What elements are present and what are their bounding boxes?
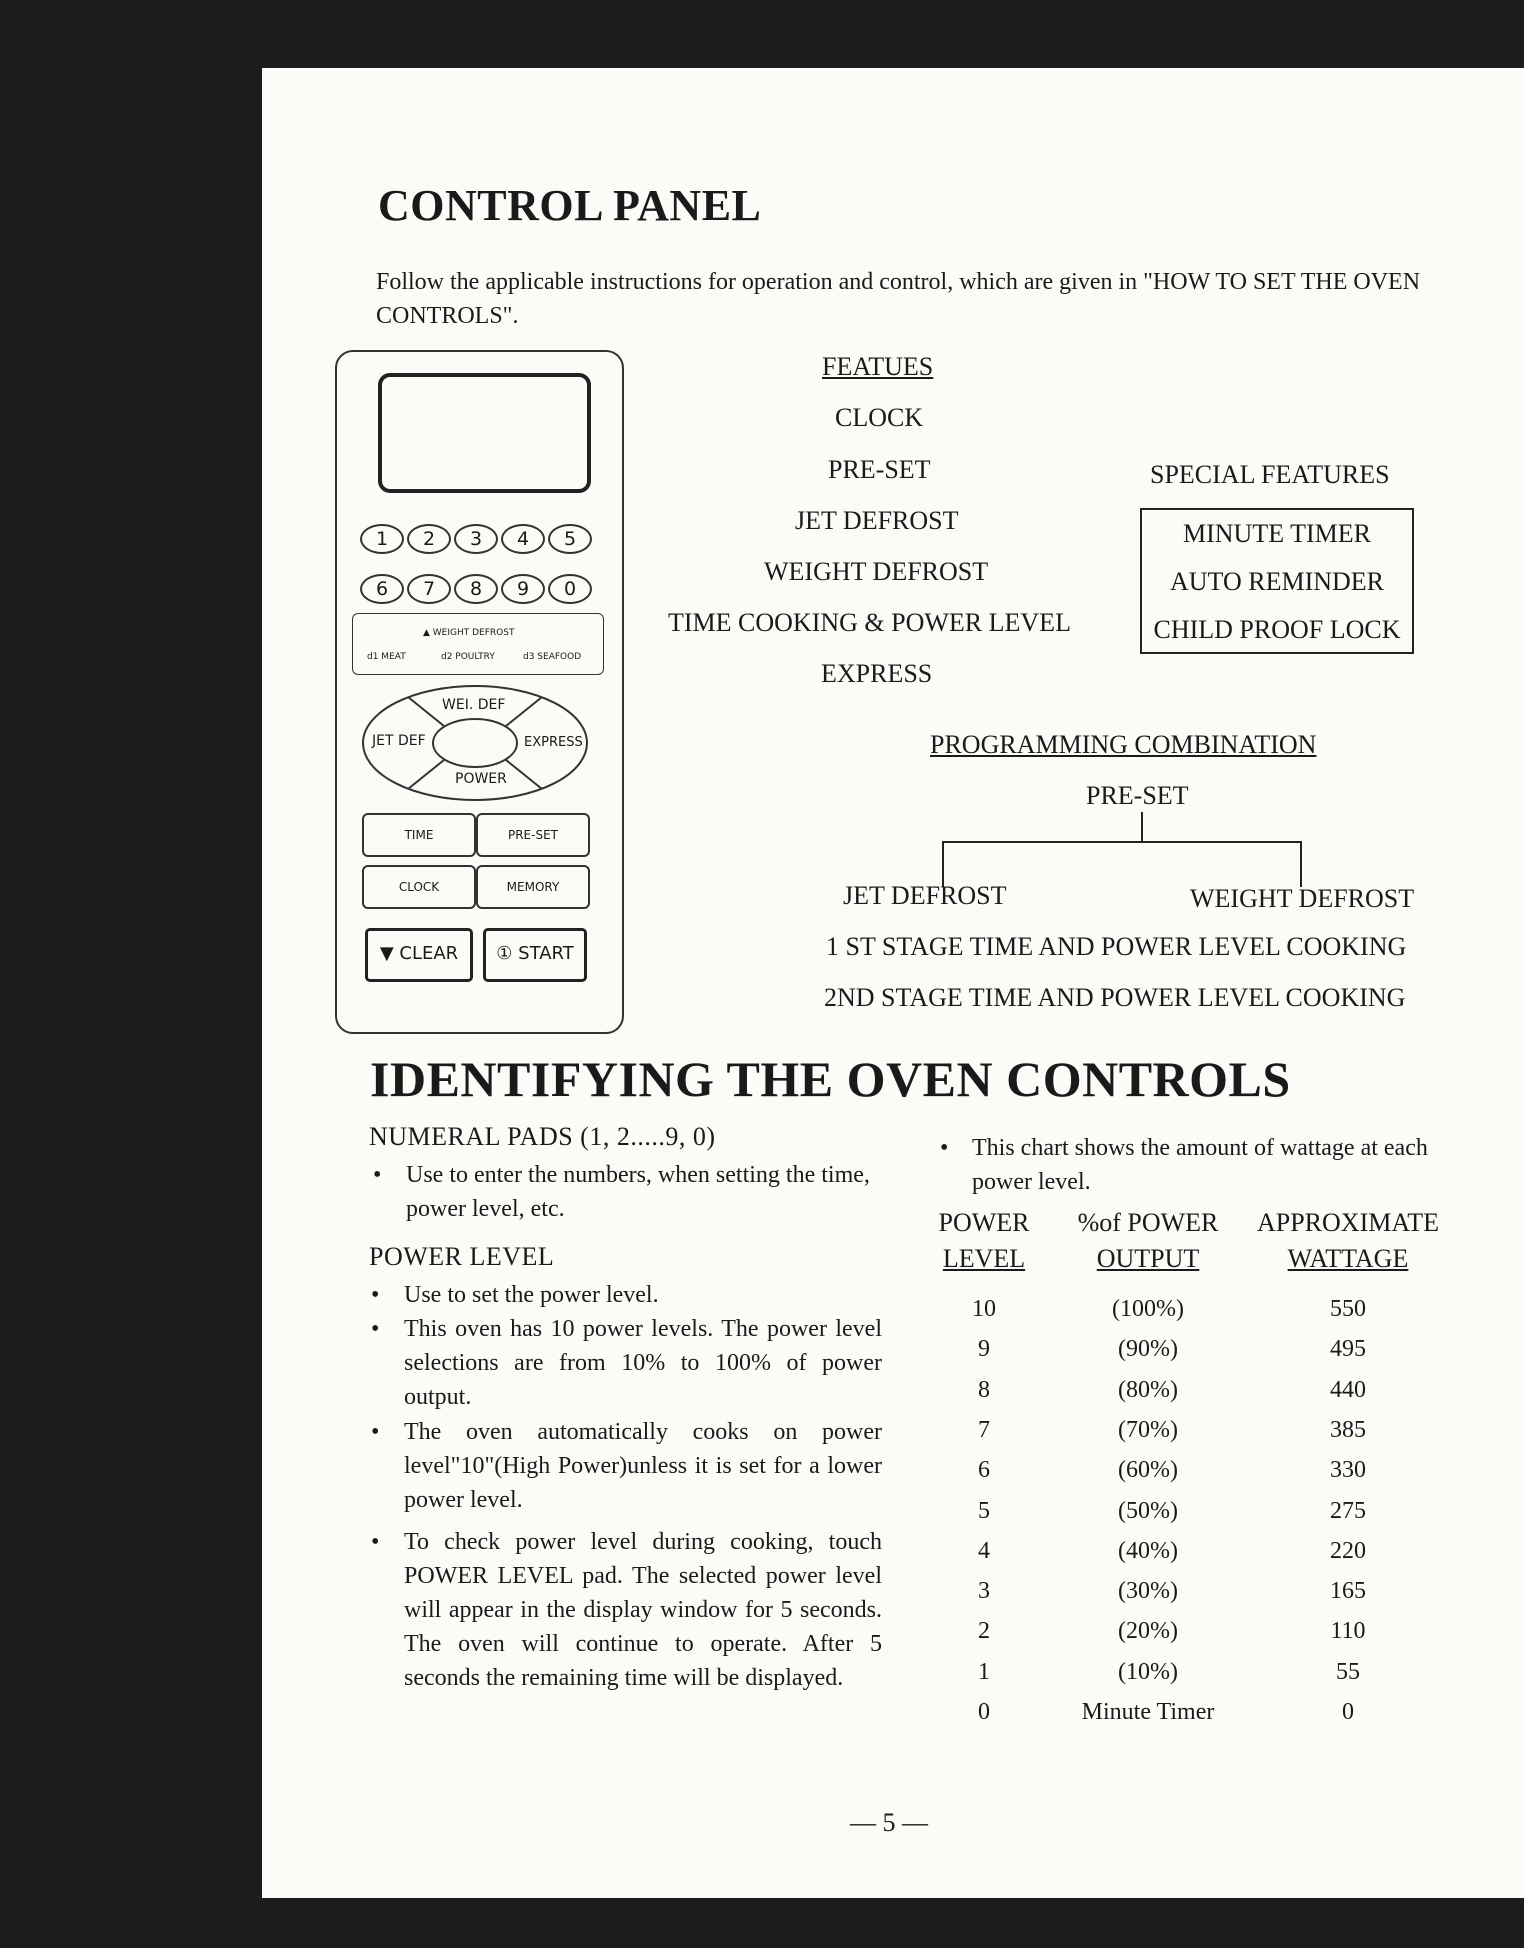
table-header-cell: %of POWER: [1077, 1208, 1219, 1237]
weight-defrost-panel: [352, 613, 604, 675]
power-bullet-1-text: Use to set the power level.: [404, 1282, 659, 1308]
start-icon: ①: [496, 943, 513, 964]
chart-note: [940, 1131, 1452, 1199]
start-button[interactable]: [483, 928, 587, 982]
programming-title: PROGRAMMING COMBINATION: [930, 730, 1317, 759]
numeral-pad-2[interactable]: 2: [407, 524, 451, 554]
control-panel-title: CONTROL PANEL: [378, 181, 762, 230]
numeral-pad-4[interactable]: 4: [501, 524, 545, 554]
weight-defrost-label: ▲ WEIGHT DEFROST: [423, 628, 515, 638]
feature-time-cooking: TIME COOKING & POWER LEVEL: [668, 608, 1071, 637]
programming-stage-2: 2ND STAGE TIME AND POWER LEVEL COOKING: [824, 983, 1406, 1012]
special-child-proof-lock: CHILD PROOF LOCK: [1153, 615, 1401, 644]
bullet: •: [940, 1135, 949, 1161]
power-bullet-1: [371, 1278, 882, 1312]
programming-stage-1: 1 ST STAGE TIME AND POWER LEVEL COOKING: [826, 932, 1407, 961]
numeral-pad-6[interactable]: 6: [360, 574, 404, 604]
table-header-cell: WATTAGE: [1287, 1244, 1409, 1273]
special-auto-reminder: AUTO REMINDER: [1169, 567, 1385, 596]
time-pad[interactable]: TIME: [362, 813, 476, 857]
bullet: •: [371, 1529, 380, 1555]
table-cell: 3: [978, 1578, 990, 1605]
table-cell: 165: [1330, 1578, 1366, 1605]
feature-express: EXPRESS: [821, 659, 933, 688]
page-number: — 5 —: [850, 1808, 928, 1837]
table-cell: 2: [978, 1618, 990, 1645]
table-cell: 110: [1330, 1618, 1366, 1645]
power-bullet-3: [371, 1415, 882, 1517]
bullet: •: [373, 1162, 382, 1188]
table-header-cell: OUTPUT: [1096, 1244, 1200, 1273]
wei-def-pad[interactable]: WEI. DEF: [442, 697, 506, 713]
numeral-pad-1[interactable]: 1: [360, 524, 404, 554]
feature-jet-defrost: JET DEFROST: [795, 506, 959, 535]
table-cell: 4: [978, 1537, 990, 1564]
table-cell: 440: [1330, 1376, 1366, 1403]
feature-weight-defrost: WEIGHT DEFROST: [764, 557, 989, 586]
wd-option-seafood: d3 SEAFOOD: [523, 652, 582, 662]
table-cell: (70%): [1118, 1416, 1178, 1443]
special-features-box: [1140, 508, 1414, 654]
express-pad[interactable]: EXPRESS: [524, 735, 583, 750]
power-bullet-2: [371, 1312, 882, 1414]
table-header-cell: POWER: [938, 1208, 1030, 1237]
feature-preset: PRE-SET: [828, 455, 931, 484]
table-cell: 330: [1330, 1457, 1366, 1484]
numeral-pad-9[interactable]: 9: [501, 574, 545, 604]
numeral-pad-0[interactable]: 0: [548, 574, 592, 604]
programming-root: PRE-SET: [1086, 781, 1189, 810]
bullet: •: [371, 1316, 380, 1342]
intro-text: Follow the applicable instructions for operation and control, which are given in "HOW TO SET THE OVEN CONTROLS".: [376, 269, 1421, 329]
table-cell: 220: [1330, 1537, 1366, 1564]
numeral-pad-7[interactable]: 7: [407, 574, 451, 604]
programming-left: JET DEFROST: [843, 881, 1007, 910]
table-cell: 8: [978, 1376, 990, 1403]
tree-line: [1300, 841, 1302, 887]
table-cell: (30%): [1118, 1578, 1178, 1605]
display-window: [378, 373, 591, 493]
table-cell: 9: [978, 1336, 990, 1363]
table-cell: 0: [978, 1699, 990, 1725]
memory-pad[interactable]: MEMORY: [476, 865, 590, 909]
power-bullet-3-text: The oven automatically cooks on power level"10"(High Power)unless it is set for a lower power level.: [404, 1419, 882, 1513]
table-cell: 385: [1330, 1416, 1366, 1443]
table-header-cell: APPROXIMATE: [1256, 1208, 1440, 1237]
numeral-bullet: [373, 1158, 886, 1226]
numeral-bullet-text: Use to enter the numbers, when setting the time, power level, etc.: [406, 1162, 870, 1222]
clear-button[interactable]: [365, 928, 473, 982]
table-header-cell: LEVEL: [942, 1244, 1026, 1273]
table-cell: 275: [1330, 1497, 1366, 1524]
feature-clock: CLOCK: [835, 403, 924, 432]
table-cell: 55: [1336, 1658, 1360, 1685]
tree-line: [942, 841, 1302, 843]
table-cell: 1: [978, 1658, 990, 1685]
table-cell: (40%): [1118, 1537, 1178, 1564]
tree-line: [1141, 812, 1143, 841]
bullet: •: [371, 1419, 380, 1445]
table-cell: (20%): [1118, 1618, 1178, 1645]
table-cell: 0: [1342, 1699, 1354, 1725]
numeral-pads-heading: NUMERAL PADS (1, 2.....9, 0): [369, 1122, 716, 1151]
wd-option-meat: d1 MEAT: [367, 652, 406, 662]
table-cell: (50%): [1118, 1497, 1178, 1524]
power-pad[interactable]: POWER: [455, 771, 507, 787]
wd-option-poultry: d2 POULTRY: [441, 652, 495, 662]
power-level-heading: POWER LEVEL: [369, 1242, 555, 1271]
features-title: FEATUES: [822, 352, 934, 381]
clock-pad[interactable]: CLOCK: [362, 865, 476, 909]
table-cell: (90%): [1118, 1336, 1178, 1363]
chart-note-text: This chart shows the amount of wattage at each power level.: [972, 1135, 1428, 1195]
preset-pad[interactable]: PRE-SET: [476, 813, 590, 857]
table-cell: 6: [978, 1457, 990, 1484]
power-bullet-4-text: To check power level during cooking, touch POWER LEVEL pad. The selected power level will appear in the display window for 5 seconds. The oven will continue to operate. After 5 seconds the remaining time will be displayed.: [404, 1529, 882, 1691]
table-cell: 550: [1330, 1296, 1366, 1322]
identifying-title: IDENTIFYING THE OVEN CONTROLS: [370, 1051, 1291, 1107]
table-cell: 7: [978, 1416, 990, 1443]
table-cell: 495: [1330, 1336, 1366, 1363]
jet-def-pad[interactable]: JET DEF: [372, 733, 426, 749]
start-label: START: [518, 943, 574, 964]
numeral-pad-3[interactable]: 3: [454, 524, 498, 554]
table-cell: 5: [978, 1497, 990, 1524]
power-bullet-2-text: This oven has 10 power levels. The power level selections are from 10% to 100% of power output.: [404, 1316, 882, 1410]
programming-right: WEIGHT DEFROST: [1190, 884, 1415, 913]
table-cell: (100%): [1112, 1296, 1184, 1322]
table-cell: (60%): [1118, 1457, 1178, 1484]
table-cell: (10%): [1118, 1658, 1178, 1685]
stop-icon: ▼: [379, 943, 394, 964]
numeral-pad-5[interactable]: 5: [548, 524, 592, 554]
clear-label: CLEAR: [399, 943, 459, 964]
bullet: •: [371, 1282, 380, 1308]
table-cell: 10: [972, 1296, 996, 1322]
special-features-title: SPECIAL FEATURES: [1150, 460, 1390, 489]
numeral-pad-8[interactable]: 8: [454, 574, 498, 604]
special-minute-timer: MINUTE TIMER: [1182, 519, 1371, 548]
table-cell: Minute Timer: [1081, 1699, 1215, 1725]
power-bullet-4: [371, 1525, 882, 1695]
table-cell: (80%): [1118, 1376, 1178, 1403]
